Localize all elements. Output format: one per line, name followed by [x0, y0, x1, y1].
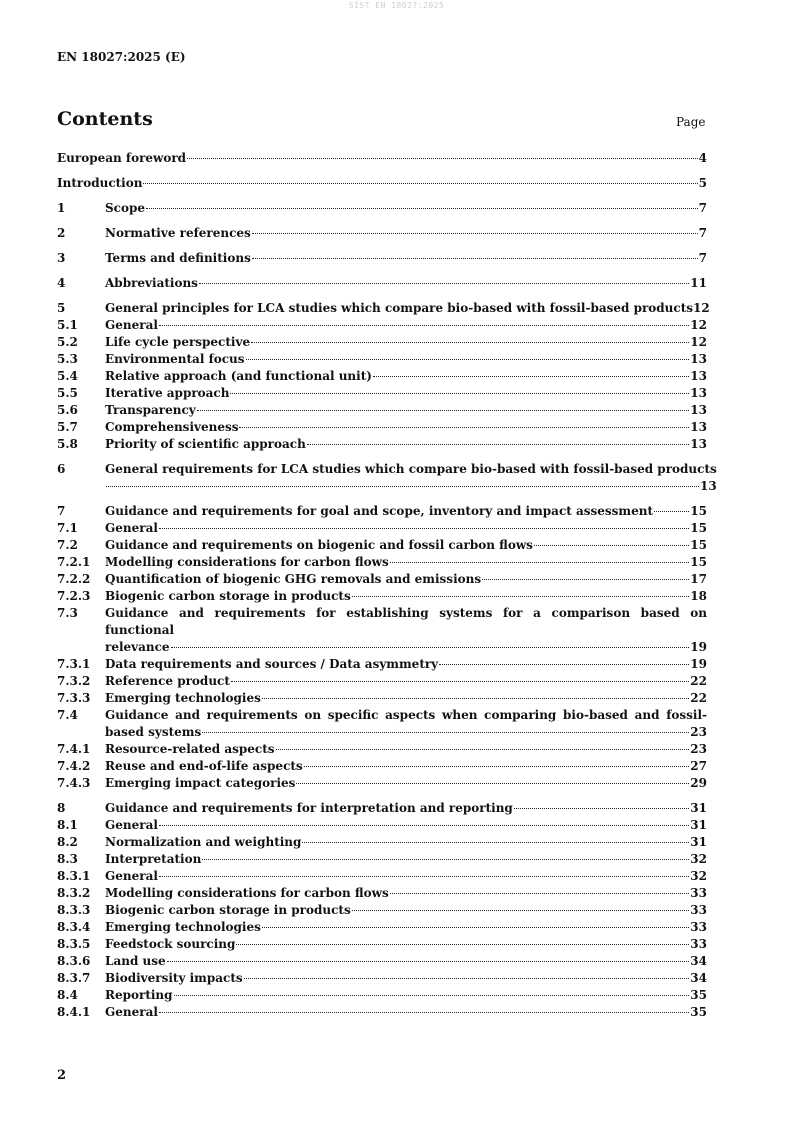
toc-entry-title: Resource-related aspects — [105, 742, 275, 756]
toc-leader-dots — [439, 664, 689, 665]
toc-entry-title: Quantification of biogenic GHG removals and emissions — [105, 572, 482, 586]
toc-entry-title: General — [105, 818, 158, 832]
toc-entry-page: 23 — [690, 742, 707, 756]
toc-entry-2[interactable] — [57, 225, 707, 242]
toc-entry-8-3-7[interactable] — [57, 970, 707, 987]
toc-entry-european-foreword[interactable] — [57, 150, 707, 167]
toc-entry-page: 12 — [690, 335, 707, 349]
toc-entry-number: 8.3 — [57, 852, 78, 866]
toc-entry-page: 13 — [690, 437, 707, 451]
toc-entry-title: General — [105, 318, 158, 332]
toc-leader-dots — [373, 376, 689, 377]
toc-entry-number: 1 — [57, 201, 66, 215]
toc-entry-title: Iterative approach — [105, 386, 230, 400]
toc-entry-page: 7 — [698, 251, 707, 265]
toc-entry-title: Guidance and requirements for establishing systems for a comparison based on functional — [105, 606, 707, 637]
toc-leader-dots — [167, 961, 690, 962]
toc-leader-dots — [236, 944, 689, 945]
toc-entry-title: Terms and definitions — [105, 251, 251, 265]
toc-leader-dots — [246, 359, 690, 360]
toc-entry-number: 8.3.2 — [57, 886, 91, 900]
toc-entry-title: European foreword — [57, 151, 187, 165]
toc-entry-number: 7.2.1 — [57, 555, 91, 569]
toc-entry-5-2[interactable] — [57, 334, 707, 351]
toc-entry-page: 27 — [690, 759, 707, 773]
toc-entry-title: Emerging technologies — [105, 691, 261, 705]
toc-entry-number: 7.2.3 — [57, 589, 91, 603]
toc-entry-number: 8.3.4 — [57, 920, 91, 934]
toc-entry-8-3-5[interactable] — [57, 936, 707, 953]
toc-entry-title: General requirements for LCA studies which compare bio-based with fossil-based products — [105, 462, 717, 476]
toc-entry-title: Reference product — [105, 674, 230, 688]
toc-entry-5-6[interactable] — [57, 402, 707, 419]
toc-entry-page: 11 — [690, 276, 707, 290]
toc-entry-page: 17 — [690, 572, 707, 586]
toc-entry-page: 15 — [690, 504, 707, 518]
watermark: SIST EN 18027:2025 — [348, 1, 445, 10]
toc-entry-7-3-1[interactable] — [57, 656, 707, 673]
toc-entry-8-3-2[interactable] — [57, 885, 707, 902]
toc-entry-page: 12 — [690, 318, 707, 332]
toc-entry-page: 33 — [690, 886, 707, 900]
toc-leader-dots — [352, 596, 690, 597]
toc-entry-number: 4 — [57, 276, 66, 290]
toc-entry-page: 22 — [690, 674, 707, 688]
toc-entry-number: 5 — [57, 301, 66, 315]
toc-entry-number: 8.2 — [57, 835, 78, 849]
toc-leader-dots — [390, 893, 690, 894]
toc-entry-title: Life cycle perspective — [105, 335, 251, 349]
toc-entry-title: Data requirements and sources / Data asymmetry — [105, 657, 439, 671]
toc-entry-title: Reporting — [105, 988, 173, 1002]
toc-leader-dots — [296, 783, 689, 784]
toc-entry-title: Biogenic carbon storage in products — [105, 589, 351, 603]
toc-leader-dots — [159, 325, 689, 326]
toc-entry-page: 31 — [690, 818, 707, 832]
page-column-header: Page — [676, 115, 706, 129]
toc-entry-4[interactable] — [57, 275, 707, 292]
toc-entry-page: 34 — [690, 971, 707, 985]
toc-entry-page: 33 — [690, 920, 707, 934]
toc-entry-number: 5.3 — [57, 352, 78, 366]
toc-leader-dots — [230, 393, 689, 394]
toc-entry-8[interactable] — [57, 800, 707, 817]
toc-entry-page: 31 — [690, 801, 707, 815]
page-number: 2 — [57, 1068, 67, 1083]
toc-entry-number: 5.7 — [57, 420, 78, 434]
toc-entry-page: 35 — [690, 988, 707, 1002]
toc-entry-title: Emerging impact categories — [105, 776, 296, 790]
toc-entry-page: 23 — [690, 725, 707, 739]
toc-entry-number: 2 — [57, 226, 66, 240]
toc-leader-dots — [252, 233, 698, 234]
toc-entry-7-3-3[interactable] — [57, 690, 707, 707]
toc-leader-dots — [187, 158, 698, 159]
toc-entry-title: Modelling considerations for carbon flows — [105, 555, 389, 569]
toc-entry-title: Reuse and end-of-life aspects — [105, 759, 303, 773]
toc-entry-5-7[interactable] — [57, 419, 707, 436]
toc-entry-7-4[interactable] — [57, 707, 707, 741]
toc-entry-page: 13 — [690, 369, 707, 383]
toc-leader-dots — [654, 511, 689, 512]
toc-entry-number: 5.2 — [57, 335, 78, 349]
toc-entry-title: Abbreviations — [105, 276, 198, 290]
toc-entry-7-4-1[interactable] — [57, 741, 707, 758]
toc-entry-title: Transparency — [105, 403, 196, 417]
toc-entry-5-8[interactable] — [57, 436, 707, 453]
toc-entry-page: 15 — [690, 555, 707, 569]
toc-leader-dots — [304, 766, 690, 767]
toc-entry-title: Normalization and weighting — [105, 835, 302, 849]
toc-entry-title-continued: relevance — [105, 640, 170, 654]
toc-entry-page: 13 — [690, 403, 707, 417]
toc-leader-dots — [390, 562, 690, 563]
toc-entry-page: 13 — [690, 352, 707, 366]
toc-leader-dots — [197, 410, 690, 411]
toc-entry-number: 8.1 — [57, 818, 78, 832]
toc-entry-title: Interpretation — [105, 852, 202, 866]
toc-leader-dots — [244, 978, 690, 979]
toc-entry-8-3-6[interactable] — [57, 953, 707, 970]
toc-entry-number: 7.3 — [57, 606, 78, 620]
toc-entry-title: General — [105, 869, 158, 883]
toc-entry-7-4-3[interactable] — [57, 775, 707, 792]
toc-entry-page: 34 — [690, 954, 707, 968]
toc-entry-title: Environmental focus — [105, 352, 245, 366]
toc-entry-7-4-2[interactable] — [57, 758, 707, 775]
toc-entry-page: 7 — [698, 201, 707, 215]
toc-entry-title: Guidance and requirements on specific aspects when comparing bio-based and fossil- — [105, 708, 707, 722]
toc-entry-5-1[interactable] — [57, 317, 707, 334]
toc-leader-dots — [159, 876, 689, 877]
toc-entry-title: Modelling considerations for carbon flows — [105, 886, 389, 900]
toc-entry-number: 8.3.5 — [57, 937, 91, 951]
toc-entry-title: Emerging technologies — [105, 920, 261, 934]
toc-entry-8-1[interactable] — [57, 817, 707, 834]
toc-entry-number: 7.3.2 — [57, 674, 91, 688]
toc-leader-dots — [482, 579, 689, 580]
toc-entry-title: Land use — [105, 954, 166, 968]
toc-entry-7-2-1[interactable] — [57, 554, 707, 571]
toc-entry-6[interactable] — [57, 461, 717, 495]
toc-entry-page: 32 — [690, 869, 707, 883]
toc-entry-title: Guidance and requirements for goal and scope, inventory and impact assessment — [105, 504, 654, 518]
toc-entry-page: 12 — [693, 301, 710, 315]
toc-leader-dots — [252, 258, 698, 259]
toc-entry-number: 5.5 — [57, 386, 78, 400]
toc-leader-dots — [251, 342, 689, 343]
toc-entry-8-3-4[interactable] — [57, 919, 707, 936]
toc-entry-title: Scope — [105, 201, 146, 215]
toc-leader-dots — [106, 486, 699, 487]
toc-entry-5-5[interactable] — [57, 385, 707, 402]
toc-entry-page: 33 — [690, 903, 707, 917]
toc-entry-8-4-1[interactable] — [57, 1004, 707, 1021]
toc-entry-7-2[interactable] — [57, 537, 707, 554]
toc-entry-title-continued: based systems — [105, 725, 202, 739]
toc-entry-title: Guidance and requirements on biogenic and fossil carbon flows — [105, 538, 533, 552]
toc-leader-dots — [199, 283, 689, 284]
toc-leader-dots — [307, 444, 689, 445]
toc-entry-page: 13 — [700, 479, 717, 493]
toc-entry-page: 7 — [698, 226, 707, 240]
toc-entry-page: 5 — [698, 176, 707, 190]
toc-entry-page: 15 — [690, 538, 707, 552]
document-id: EN 18027:2025 (E) — [57, 50, 186, 64]
toc-entry-title: Biodiversity impacts — [105, 971, 243, 985]
toc-entry-number: 5.4 — [57, 369, 78, 383]
toc-entry-number: 8.3.1 — [57, 869, 91, 883]
toc-entry-number: 7.4.2 — [57, 759, 91, 773]
toc-entry-introduction[interactable] — [57, 175, 707, 192]
toc-entry-title: Normative references — [105, 226, 251, 240]
toc-entry-number: 8.3.6 — [57, 954, 91, 968]
toc-entry-title: Relative approach (and functional unit) — [105, 369, 372, 383]
toc-entry-page: 35 — [690, 1005, 707, 1019]
toc-entry-page: 19 — [690, 640, 707, 654]
toc-entry-8-3[interactable] — [57, 851, 707, 868]
toc-entry-7[interactable] — [57, 503, 707, 520]
toc-entry-5-4[interactable] — [57, 368, 707, 385]
toc-leader-dots — [171, 647, 690, 648]
toc-entry-page: 4 — [698, 151, 707, 165]
toc-leader-dots — [352, 910, 690, 911]
toc-leader-dots — [239, 427, 689, 428]
toc-entry-3[interactable] — [57, 250, 707, 267]
toc-entry-page: 18 — [690, 589, 707, 603]
toc-entry-title: Biogenic carbon storage in products — [105, 903, 351, 917]
toc-leader-dots — [514, 808, 689, 809]
toc-entry-8-3-3[interactable] — [57, 902, 707, 919]
toc-entry-page: 29 — [690, 776, 707, 790]
toc-leader-dots — [262, 698, 689, 699]
toc-entry-7-1[interactable] — [57, 520, 707, 537]
toc-entry-7-2-2[interactable] — [57, 571, 707, 588]
toc-entry-title: Comprehensiveness — [105, 420, 239, 434]
toc-leader-dots — [276, 749, 690, 750]
toc-leader-dots — [231, 681, 689, 682]
toc-entry-page: 19 — [690, 657, 707, 671]
toc-entry-number: 7.4.1 — [57, 742, 91, 756]
toc-entry-page: 22 — [690, 691, 707, 705]
toc-entry-5[interactable] — [57, 300, 710, 317]
toc-entry-title: General — [105, 521, 158, 535]
toc-entry-number: 5.8 — [57, 437, 78, 451]
toc-entry-number: 7.3.1 — [57, 657, 91, 671]
toc-entry-number: 7.4 — [57, 708, 78, 722]
toc-entry-number: 7.1 — [57, 521, 78, 535]
toc-entry-number: 7 — [57, 504, 66, 518]
toc-entry-page: 32 — [690, 852, 707, 866]
toc-entry-number: 6 — [57, 462, 66, 476]
toc-entry-number: 8.3.3 — [57, 903, 91, 917]
toc-entry-page: 13 — [690, 420, 707, 434]
toc-entry-page: 31 — [690, 835, 707, 849]
table-of-contents — [57, 150, 717, 1021]
toc-entry-7-2-3[interactable] — [57, 588, 707, 605]
toc-leader-dots — [202, 732, 689, 733]
toc-entry-page: 33 — [690, 937, 707, 951]
toc-leader-dots — [202, 859, 689, 860]
toc-entry-number: 8.4 — [57, 988, 78, 1002]
toc-leader-dots — [262, 927, 689, 928]
toc-entry-page: 15 — [690, 521, 707, 535]
toc-entry-number: 7.2.2 — [57, 572, 91, 586]
toc-entry-number: 7.4.3 — [57, 776, 91, 790]
toc-entry-title: Introduction — [57, 176, 143, 190]
toc-leader-dots — [534, 545, 689, 546]
contents-title: Contents — [57, 108, 153, 130]
toc-entry-7-3-2[interactable] — [57, 673, 707, 690]
toc-entry-number: 8.4.1 — [57, 1005, 91, 1019]
toc-entry-1[interactable] — [57, 200, 707, 217]
toc-leader-dots — [146, 208, 698, 209]
toc-leader-dots — [302, 842, 689, 843]
toc-entry-title: General principles for LCA studies which compare bio-based with fossil-based products — [105, 301, 693, 315]
toc-entry-8-2[interactable] — [57, 834, 707, 851]
toc-entry-number: 8 — [57, 801, 66, 815]
toc-entry-number: 5.6 — [57, 403, 78, 417]
toc-leader-dots — [159, 825, 689, 826]
toc-entry-title: Guidance and requirements for interpretation and reporting — [105, 801, 513, 815]
toc-entry-7-3[interactable] — [57, 605, 707, 656]
toc-leader-dots — [159, 528, 689, 529]
toc-leader-dots — [159, 1012, 689, 1013]
toc-entry-number: 8.3.7 — [57, 971, 91, 985]
toc-entry-8-4[interactable] — [57, 987, 707, 1004]
toc-entry-title: General — [105, 1005, 158, 1019]
toc-entry-5-3[interactable] — [57, 351, 707, 368]
toc-entry-number: 3 — [57, 251, 66, 265]
toc-entry-number: 7.3.3 — [57, 691, 91, 705]
toc-entry-title: Priority of scientific approach — [105, 437, 306, 451]
toc-leader-dots — [143, 183, 697, 184]
toc-entry-page: 13 — [690, 386, 707, 400]
toc-entry-title: Feedstock sourcing — [105, 937, 236, 951]
toc-entry-number: 7.2 — [57, 538, 78, 552]
toc-entry-number: 5.1 — [57, 318, 78, 332]
toc-leader-dots — [174, 995, 690, 996]
toc-entry-8-3-1[interactable] — [57, 868, 707, 885]
